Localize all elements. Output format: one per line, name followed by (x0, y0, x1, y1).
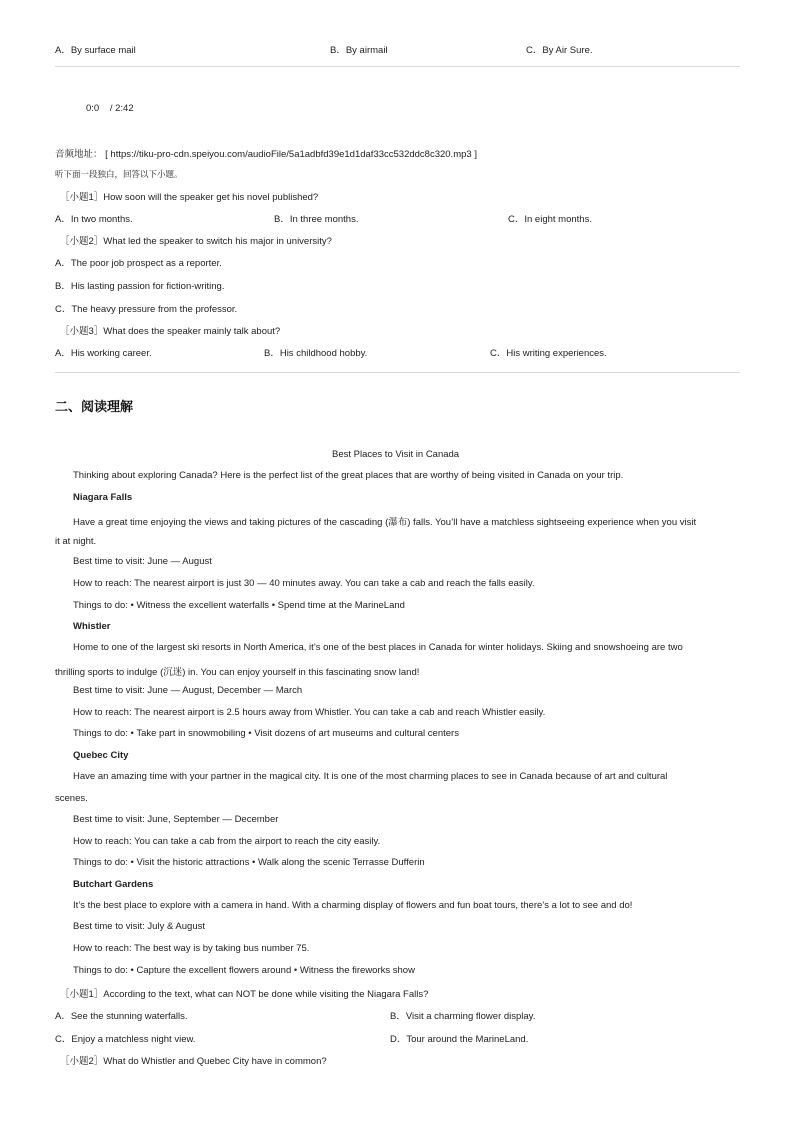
audio-address (55, 146, 477, 160)
best-time: Best time to visit: July & August (73, 921, 205, 932)
option-b: B．Visit a charming flower display. (390, 1011, 536, 1022)
audio-current-time: 0:0 (86, 103, 100, 114)
place-desc: Home to one of the largest ski resorts in North America, it’s one of the best places in Canada for winter holidays. Skiing and snowshoeing are two (73, 642, 683, 653)
question-stem: ［小题1］According to the text, what can NOT be done while visiting the Niagara Falls? (60, 989, 429, 1000)
listening-instruction: 听下面一段独白，回答以下小题。 (55, 169, 183, 179)
best-time: Best time to visit: June — August (73, 556, 212, 567)
passage-title: Best Places to Visit in Canada (332, 449, 460, 460)
option-a: A．The poor job prospect as a reporter. (55, 258, 222, 269)
option-a: A．In two months. (55, 214, 133, 225)
option-b: B．By airmail (330, 45, 388, 56)
audio-player[interactable] (86, 103, 134, 114)
option-c: C．His writing experiences. (490, 348, 607, 359)
place-heading: Whistler (73, 621, 111, 632)
best-time: Best time to visit: June — August, December — March (73, 685, 303, 696)
option-c: C．Enjoy a matchless night view. (55, 1034, 196, 1045)
question-stem: ［小题1］How soon will the speaker get his novel published? (60, 192, 319, 203)
option-c: C．By Air Sure. (526, 45, 593, 56)
option-c: C．In eight months. (508, 214, 592, 225)
place-desc: Have a great time enjoying the views and taking pictures of the cascading (瀑布) falls. You’ll have a matchless sightseeing experience when you visit (73, 517, 697, 528)
how-to-reach: How to reach: The nearest airport is 2.5 hours away from Whistler. You can take a cab and reach Whistler easily. (73, 707, 546, 718)
place-desc-cont: it at night. (55, 536, 97, 547)
option-a: A．By surface mail (55, 45, 136, 56)
section-title: 二、阅读理解 (55, 399, 134, 414)
how-to-reach: How to reach: The nearest airport is just 30 — 40 minutes away. You can take a cab and reach the falls easily. (73, 578, 535, 589)
best-time: Best time to visit: June, September — December (73, 814, 279, 825)
option-b: B．His childhood hobby. (264, 348, 368, 359)
how-to-reach: How to reach: You can take a cab from the airport to reach the city easily. (73, 836, 381, 847)
question-stem: ［小题2］What led the speaker to switch his major in university? (60, 236, 332, 247)
option-d: D．Tour around the MarineLand. (390, 1034, 529, 1045)
place-desc: It’s the best place to explore with a camera in hand. With a charming display of flowers and fun boat tours, there’s a lot to see and do! (73, 900, 633, 911)
place-heading: Quebec City (73, 750, 129, 761)
option-a: A．His working career. (55, 348, 152, 359)
option-c: C．The heavy pressure from the professor. (55, 304, 238, 315)
question-stem: ［小题2］What do Whistler and Quebec City have in common? (60, 1056, 327, 1067)
things-to-do: Things to do: • Capture the excellent flowers around • Witness the fireworks show (73, 965, 415, 976)
question-stem: ［小题3］What does the speaker mainly talk about? (60, 326, 281, 337)
place-heading: Butchart Gardens (73, 879, 154, 890)
audio-address-label: 音频地址： (55, 149, 103, 160)
passage-intro: Thinking about exploring Canada? Here is the perfect list of the great places that are worthy of being visited in Canada on your trip. (73, 470, 624, 481)
things-to-do: Things to do: • Visit the historic attractions • Walk along the scenic Terrasse Dufferin (73, 857, 425, 868)
place-desc: Have an amazing time with your partner in the magical city. It is one of the most charming places to see in Canada because of art and cultural (73, 771, 668, 782)
option-b: B．In three months. (274, 214, 359, 225)
place-desc-cont: thrilling sports to indulge (沉迷) in. You can enjoy yourself in this fascinating snow land! (55, 667, 420, 678)
option-a: A．See the stunning waterfalls. (55, 1011, 188, 1022)
things-to-do: Things to do: • Take part in snowmobiling • Visit dozens of art museums and cultural centers (73, 728, 459, 739)
audio-duration: / 2:42 (109, 103, 134, 114)
place-heading: Niagara Falls (73, 492, 133, 503)
how-to-reach: How to reach: The best way is by taking bus number 75. (73, 943, 310, 954)
divider (55, 372, 740, 373)
things-to-do: Things to do: • Witness the excellent waterfalls • Spend time at the MarineLand (73, 600, 405, 611)
option-b: B．His lasting passion for fiction-writing. (55, 281, 225, 292)
divider (55, 66, 740, 67)
place-desc-cont: scenes. (55, 793, 88, 804)
audio-url[interactable]: [ https://tiku-pro-cdn.speiyou.com/audioFile/5a1adbfd39e1d1daf33cc532ddc8c320.mp3 ] (105, 149, 477, 160)
